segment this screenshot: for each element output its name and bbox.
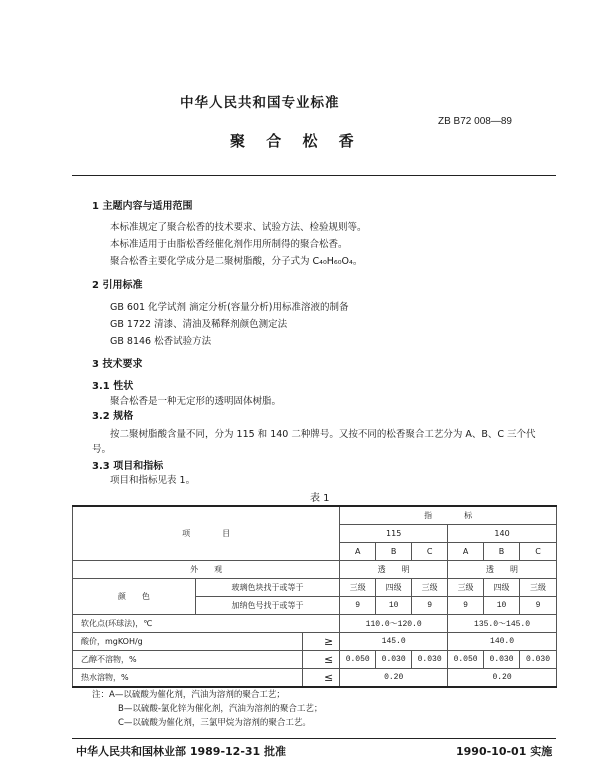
value-cell: 四级 xyxy=(376,579,412,597)
value-cell: 9 xyxy=(412,597,448,615)
value-cell: 135.0～145.0 xyxy=(448,615,557,633)
comparison-symbol: ≤ xyxy=(303,669,340,688)
row-label: 玻璃色块找于或等于 xyxy=(195,579,340,597)
row-label: 软化点(环球法)，℃ xyxy=(73,615,340,633)
document-title: 聚 合 松 香 xyxy=(230,132,362,150)
value-cell: 三级 xyxy=(520,579,557,597)
row-label: 热水溶物，% xyxy=(73,669,303,688)
row-label-color: 颜 色 xyxy=(73,579,196,615)
section-2-title: 2 引用标准 xyxy=(92,280,143,291)
reference-item: GB 601 化学试剂 滴定分析(容量分析)用标准溶液的制备 xyxy=(110,302,349,313)
value-cell: 0.030 xyxy=(520,651,557,669)
value-cell: 9 xyxy=(340,597,376,615)
section-3-3-title: 3.3 项目和指标 xyxy=(92,461,164,472)
value-cell: 0.20 xyxy=(340,669,448,688)
table-row-appearance xyxy=(73,561,557,579)
footer-rule xyxy=(72,738,556,739)
reference-item: GB 1722 清漆、清油及稀释剂颜色测定法 xyxy=(110,319,288,330)
value-cell: 10 xyxy=(376,597,412,615)
value-cell: 0.030 xyxy=(376,651,412,669)
code-cell: C xyxy=(412,543,448,561)
table-caption: 表 1 xyxy=(310,493,330,504)
value-cell: 三级 xyxy=(448,579,484,597)
value-cell: 透 明 xyxy=(448,561,557,579)
code-cell: B xyxy=(484,543,520,561)
value-cell: 三级 xyxy=(412,579,448,597)
table-row-softening xyxy=(73,615,557,633)
org-title: 中华人民共和国专业标准 xyxy=(180,95,340,111)
value-cell: 透 明 xyxy=(340,561,448,579)
section-3-title: 3 技术要求 xyxy=(92,359,143,370)
grade-140: 140 xyxy=(448,525,557,543)
table-header-row xyxy=(73,506,557,525)
grade-115: 115 xyxy=(340,525,448,543)
code-cell: A xyxy=(448,543,484,561)
header-index: 指 标 xyxy=(340,506,557,525)
table-note: 注：A—以硫酸为催化剂，汽油为溶剂的聚合工艺； xyxy=(92,690,285,700)
standard-code: ZB B72 008—89 xyxy=(438,116,512,127)
code-cell: C xyxy=(520,543,557,561)
value-cell: 0.050 xyxy=(340,651,376,669)
spec-table xyxy=(72,505,557,688)
section-3-3-para: 项目和指标见表 1。 xyxy=(110,475,196,486)
table-note: C—以硫酸为催化剂，三氯甲烷为溶剂的聚合工艺。 xyxy=(118,718,311,728)
section-1-para-2: 本标准适用于由脂松香经催化剂作用所制得的聚合松香。 xyxy=(110,239,348,250)
value-cell: 9 xyxy=(448,597,484,615)
code-cell: B xyxy=(376,543,412,561)
section-1-para-1: 本标准规定了聚合松香的技术要求、试验方法、检验规则等。 xyxy=(110,222,367,233)
section-1-para-3: 聚合松香主要化学成分是二聚树脂酸，分子式为 C₄₀H₆₀O₄。 xyxy=(110,256,363,267)
approval-line: 中华人民共和国林业部 1989-12-31 批准 xyxy=(76,745,287,758)
row-label: 酸价，mgKOH/g xyxy=(73,633,303,651)
section-3-2-para-1: 按二聚树脂酸含量不同，分为 115 和 140 二种牌号。又按不同的松香聚合工艺分为 A、B、C 三个代 xyxy=(110,429,536,440)
section-3-1-title: 3.1 性状 xyxy=(92,381,134,392)
value-cell: 0.030 xyxy=(484,651,520,669)
table-row-ethanol xyxy=(73,651,557,669)
value-cell: 0.030 xyxy=(412,651,448,669)
value-cell: 9 xyxy=(520,597,557,615)
value-cell: 三级 xyxy=(340,579,376,597)
row-label: 加纳色号找于或等于 xyxy=(195,597,340,615)
code-cell: A xyxy=(340,543,376,561)
section-3-1-para: 聚合松香是一种无定形的透明固体树脂。 xyxy=(110,396,282,407)
value-cell: 140.0 xyxy=(448,633,557,651)
value-cell: 四级 xyxy=(484,579,520,597)
value-cell: 145.0 xyxy=(340,633,448,651)
table-row-color-glass xyxy=(73,579,557,597)
comparison-symbol: ≤ xyxy=(303,651,340,669)
value-cell: 10 xyxy=(484,597,520,615)
value-cell: 0.20 xyxy=(448,669,557,688)
table-row-acid xyxy=(73,633,557,651)
section-3-2-para-2: 号。 xyxy=(92,444,112,455)
table-note: B—以硫酸-氯化锌为催化剂，汽油为溶剂的聚合工艺； xyxy=(118,704,323,714)
header-rule xyxy=(72,175,556,176)
row-label: 外 观 xyxy=(73,561,340,579)
reference-item: GB 8146 松香试验方法 xyxy=(110,336,212,347)
row-label: 乙醇不溶物，% xyxy=(73,651,303,669)
value-cell: 0.050 xyxy=(448,651,484,669)
header-item: 项 目 xyxy=(73,506,340,561)
table-row-water xyxy=(73,669,557,688)
section-1-title: 1 主题内容与适用范围 xyxy=(92,201,193,212)
comparison-symbol: ≥ xyxy=(303,633,340,651)
effective-date: 1990-10-01 实施 xyxy=(456,745,553,758)
value-cell: 110.0～120.0 xyxy=(340,615,448,633)
section-3-2-title: 3.2 规格 xyxy=(92,411,134,422)
